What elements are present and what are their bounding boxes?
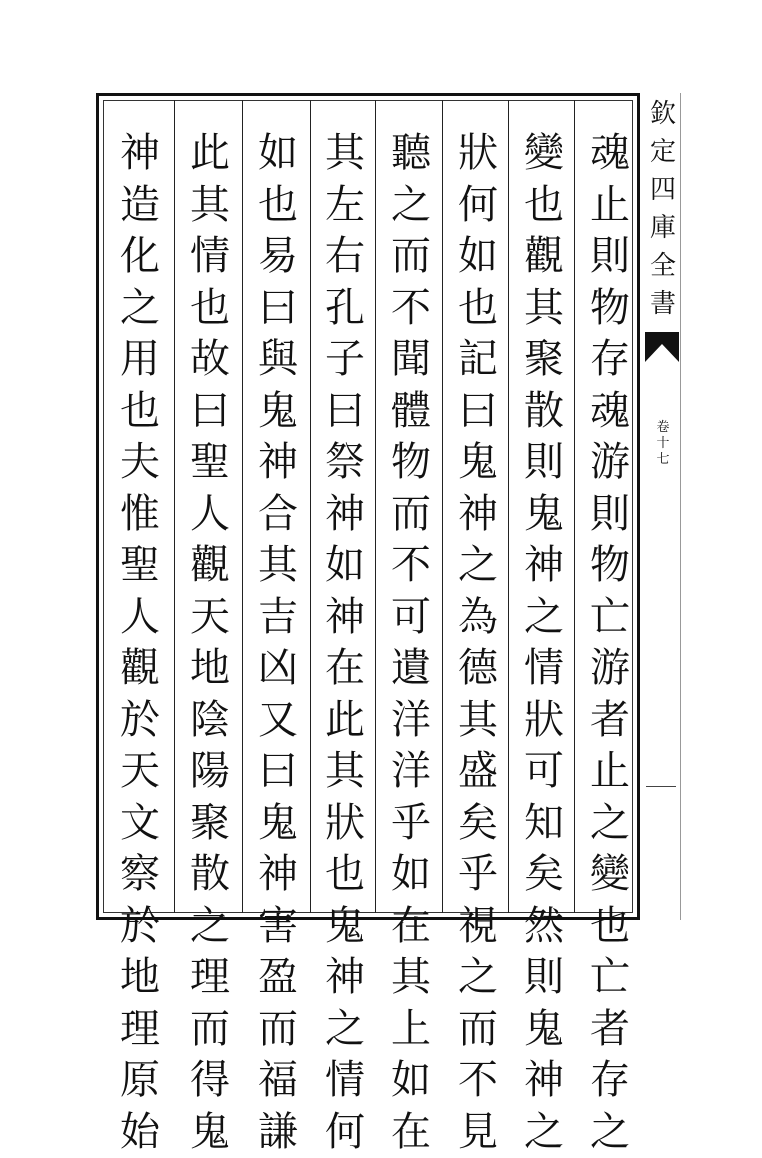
text-glyph: 洋 bbox=[381, 746, 441, 798]
text-glyph: 也 bbox=[448, 283, 508, 335]
text-glyph: 矣 bbox=[514, 849, 574, 901]
text-glyph: 得 bbox=[180, 1055, 240, 1107]
text-glyph: 曰 bbox=[315, 386, 375, 438]
text-glyph: 而 bbox=[381, 231, 441, 283]
text-glyph: 物 bbox=[381, 437, 441, 489]
text-glyph: 也 bbox=[110, 386, 170, 438]
text-glyph: 造 bbox=[110, 180, 170, 232]
text-glyph: 狀 bbox=[448, 128, 508, 180]
text-glyph: 則 bbox=[580, 489, 640, 541]
text-glyph: 神 bbox=[315, 592, 375, 644]
title-char: 欽 bbox=[650, 95, 676, 133]
text-glyph: 體 bbox=[381, 386, 441, 438]
text-glyph: 聚 bbox=[180, 798, 240, 850]
text-glyph: 鬼 bbox=[248, 386, 308, 438]
text-glyph: 聖 bbox=[110, 540, 170, 592]
text-glyph: 物 bbox=[580, 540, 640, 592]
text-glyph: 矣 bbox=[448, 798, 508, 850]
margin-tick-rule bbox=[646, 786, 676, 787]
text-glyph: 游 bbox=[580, 437, 640, 489]
text-glyph: 故 bbox=[180, 334, 240, 386]
text-glyph: 如 bbox=[381, 849, 441, 901]
text-glyph: 又 bbox=[248, 695, 308, 747]
text-glyph: 用 bbox=[110, 334, 170, 386]
text-glyph: 人 bbox=[110, 592, 170, 644]
text-glyph: 陽 bbox=[180, 746, 240, 798]
text-glyph: 謙 bbox=[248, 1107, 308, 1158]
text-glyph: 乎 bbox=[381, 798, 441, 850]
text-glyph: 神 bbox=[514, 1055, 574, 1107]
text-glyph: 德 bbox=[448, 643, 508, 695]
text-glyph: 天 bbox=[110, 746, 170, 798]
text-glyph: 物 bbox=[580, 283, 640, 335]
text-glyph: 之 bbox=[448, 952, 508, 1004]
text-glyph: 見 bbox=[448, 1107, 508, 1158]
text-glyph: 也 bbox=[514, 180, 574, 232]
text-glyph: 右 bbox=[315, 231, 375, 283]
text-glyph: 神 bbox=[248, 849, 308, 901]
text-glyph: 存 bbox=[580, 1055, 640, 1107]
text-glyph: 魂 bbox=[580, 128, 640, 180]
text-glyph: 鬼 bbox=[248, 798, 308, 850]
text-glyph: 之 bbox=[448, 540, 508, 592]
text-glyph: 曰 bbox=[180, 386, 240, 438]
text-glyph: 聖 bbox=[180, 437, 240, 489]
text-glyph: 變 bbox=[514, 128, 574, 180]
text-glyph: 記 bbox=[448, 334, 508, 386]
text-glyph: 始 bbox=[110, 1107, 170, 1158]
text-glyph: 之 bbox=[110, 283, 170, 335]
text-column-1 bbox=[580, 128, 640, 918]
column-rule bbox=[242, 100, 243, 913]
text-glyph: 之 bbox=[514, 592, 574, 644]
text-glyph: 人 bbox=[180, 489, 240, 541]
text-glyph: 如 bbox=[448, 231, 508, 283]
text-glyph: 止 bbox=[580, 180, 640, 232]
text-glyph: 原 bbox=[110, 1055, 170, 1107]
text-glyph: 曰 bbox=[248, 746, 308, 798]
text-column-4 bbox=[381, 128, 441, 918]
text-glyph: 夫 bbox=[110, 437, 170, 489]
text-glyph: 其 bbox=[381, 952, 441, 1004]
text-glyph: 神 bbox=[514, 540, 574, 592]
text-glyph: 易 bbox=[248, 231, 308, 283]
text-glyph: 其 bbox=[315, 746, 375, 798]
text-glyph: 於 bbox=[110, 695, 170, 747]
text-glyph: 其 bbox=[315, 128, 375, 180]
text-glyph: 察 bbox=[110, 849, 170, 901]
text-glyph: 知 bbox=[514, 798, 574, 850]
text-glyph: 鬼 bbox=[514, 489, 574, 541]
text-glyph: 何 bbox=[315, 1107, 375, 1158]
text-glyph: 如 bbox=[315, 540, 375, 592]
text-glyph: 散 bbox=[514, 386, 574, 438]
title-char: 全 bbox=[650, 247, 676, 285]
text-column-7 bbox=[180, 128, 240, 918]
text-glyph: 情 bbox=[315, 1055, 375, 1107]
text-glyph: 之 bbox=[315, 1004, 375, 1056]
text-glyph: 為 bbox=[448, 592, 508, 644]
text-glyph: 則 bbox=[514, 952, 574, 1004]
column-rule bbox=[574, 100, 575, 913]
column-rule bbox=[174, 100, 175, 913]
text-glyph: 其 bbox=[248, 540, 308, 592]
title-char: 定 bbox=[650, 133, 676, 171]
text-column-6 bbox=[248, 128, 308, 918]
text-glyph: 其 bbox=[514, 283, 574, 335]
text-glyph: 於 bbox=[110, 901, 170, 953]
text-glyph: 神 bbox=[315, 952, 375, 1004]
text-glyph: 而 bbox=[381, 489, 441, 541]
text-glyph: 在 bbox=[315, 643, 375, 695]
text-glyph: 可 bbox=[514, 746, 574, 798]
text-glyph: 情 bbox=[180, 231, 240, 283]
text-glyph: 其 bbox=[180, 180, 240, 232]
text-glyph: 其 bbox=[448, 695, 508, 747]
text-glyph: 觀 bbox=[514, 231, 574, 283]
text-glyph: 則 bbox=[580, 231, 640, 283]
column-rule bbox=[310, 100, 311, 913]
margin-book-title bbox=[648, 95, 678, 323]
title-char: 書 bbox=[650, 285, 676, 323]
text-glyph: 也 bbox=[580, 901, 640, 953]
text-glyph: 狀 bbox=[514, 695, 574, 747]
text-column-8 bbox=[110, 128, 170, 918]
text-glyph: 何 bbox=[448, 180, 508, 232]
text-glyph: 不 bbox=[448, 1055, 508, 1107]
text-glyph: 聞 bbox=[381, 334, 441, 386]
text-glyph: 地 bbox=[180, 643, 240, 695]
text-glyph: 然 bbox=[514, 901, 574, 953]
text-glyph: 遺 bbox=[381, 643, 441, 695]
juan-char: 七 bbox=[656, 452, 669, 468]
text-glyph: 害 bbox=[248, 901, 308, 953]
text-glyph: 變 bbox=[580, 849, 640, 901]
text-glyph: 神 bbox=[448, 489, 508, 541]
column-rule bbox=[442, 100, 443, 913]
text-glyph: 神 bbox=[248, 437, 308, 489]
text-column-2 bbox=[514, 128, 574, 918]
juan-char: 卷 bbox=[656, 420, 669, 436]
text-glyph: 之 bbox=[180, 901, 240, 953]
text-glyph: 理 bbox=[180, 952, 240, 1004]
margin-rule bbox=[680, 93, 681, 920]
text-glyph: 亡 bbox=[580, 592, 640, 644]
text-glyph: 惟 bbox=[110, 489, 170, 541]
text-glyph: 止 bbox=[580, 746, 640, 798]
text-column-3 bbox=[448, 128, 508, 918]
fishtail-mark-icon bbox=[645, 332, 679, 362]
text-glyph: 鬼 bbox=[514, 1004, 574, 1056]
text-glyph: 觀 bbox=[180, 540, 240, 592]
text-glyph: 福 bbox=[248, 1055, 308, 1107]
text-glyph: 地 bbox=[110, 952, 170, 1004]
text-glyph: 之 bbox=[580, 1107, 640, 1158]
text-glyph: 在 bbox=[381, 901, 441, 953]
text-glyph: 視 bbox=[448, 901, 508, 953]
text-glyph: 之 bbox=[514, 1107, 574, 1158]
text-glyph: 之 bbox=[381, 180, 441, 232]
text-glyph: 曰 bbox=[248, 283, 308, 335]
text-glyph: 散 bbox=[180, 849, 240, 901]
text-glyph: 鬼 bbox=[448, 437, 508, 489]
text-glyph: 鬼 bbox=[180, 1107, 240, 1158]
text-glyph: 陰 bbox=[180, 695, 240, 747]
text-glyph: 曰 bbox=[448, 386, 508, 438]
text-glyph: 不 bbox=[381, 540, 441, 592]
column-rule bbox=[375, 100, 376, 913]
text-glyph: 觀 bbox=[110, 643, 170, 695]
text-glyph: 而 bbox=[448, 1004, 508, 1056]
text-glyph: 聚 bbox=[514, 334, 574, 386]
text-glyph: 存 bbox=[580, 334, 640, 386]
text-glyph: 化 bbox=[110, 231, 170, 283]
text-glyph: 天 bbox=[180, 592, 240, 644]
text-glyph: 子 bbox=[315, 334, 375, 386]
text-glyph: 亡 bbox=[580, 952, 640, 1004]
text-glyph: 此 bbox=[315, 695, 375, 747]
text-column-5 bbox=[315, 128, 375, 918]
text-glyph: 合 bbox=[248, 489, 308, 541]
text-glyph: 可 bbox=[381, 592, 441, 644]
text-glyph: 狀 bbox=[315, 798, 375, 850]
text-glyph: 游 bbox=[580, 643, 640, 695]
text-glyph: 也 bbox=[180, 283, 240, 335]
margin-juan-number bbox=[654, 420, 672, 468]
text-glyph: 在 bbox=[381, 1107, 441, 1158]
text-glyph: 則 bbox=[514, 437, 574, 489]
text-glyph: 凶 bbox=[248, 643, 308, 695]
text-glyph: 不 bbox=[381, 283, 441, 335]
text-glyph: 之 bbox=[580, 798, 640, 850]
text-glyph: 也 bbox=[248, 180, 308, 232]
text-glyph: 孔 bbox=[315, 283, 375, 335]
text-glyph: 鬼 bbox=[315, 901, 375, 953]
juan-char: 十 bbox=[656, 436, 669, 452]
title-char: 庫 bbox=[650, 209, 676, 247]
text-glyph: 洋 bbox=[381, 695, 441, 747]
column-rule bbox=[508, 100, 509, 913]
text-glyph: 與 bbox=[248, 334, 308, 386]
text-glyph: 者 bbox=[580, 695, 640, 747]
text-glyph: 聽 bbox=[381, 128, 441, 180]
text-glyph: 上 bbox=[381, 1004, 441, 1056]
text-glyph: 吉 bbox=[248, 592, 308, 644]
text-glyph: 盈 bbox=[248, 952, 308, 1004]
text-glyph: 理 bbox=[110, 1004, 170, 1056]
text-glyph: 左 bbox=[315, 180, 375, 232]
text-glyph: 盛 bbox=[448, 746, 508, 798]
text-glyph: 如 bbox=[381, 1055, 441, 1107]
text-glyph: 魂 bbox=[580, 386, 640, 438]
text-glyph: 情 bbox=[514, 643, 574, 695]
text-glyph: 如 bbox=[248, 128, 308, 180]
text-glyph: 乎 bbox=[448, 849, 508, 901]
text-glyph: 祭 bbox=[315, 437, 375, 489]
text-glyph: 而 bbox=[248, 1004, 308, 1056]
text-glyph: 者 bbox=[580, 1004, 640, 1056]
text-glyph: 此 bbox=[180, 128, 240, 180]
text-glyph: 而 bbox=[180, 1004, 240, 1056]
text-glyph: 神 bbox=[110, 128, 170, 180]
text-glyph: 也 bbox=[315, 849, 375, 901]
text-glyph: 神 bbox=[315, 489, 375, 541]
title-char: 四 bbox=[650, 171, 676, 209]
text-glyph: 文 bbox=[110, 798, 170, 850]
